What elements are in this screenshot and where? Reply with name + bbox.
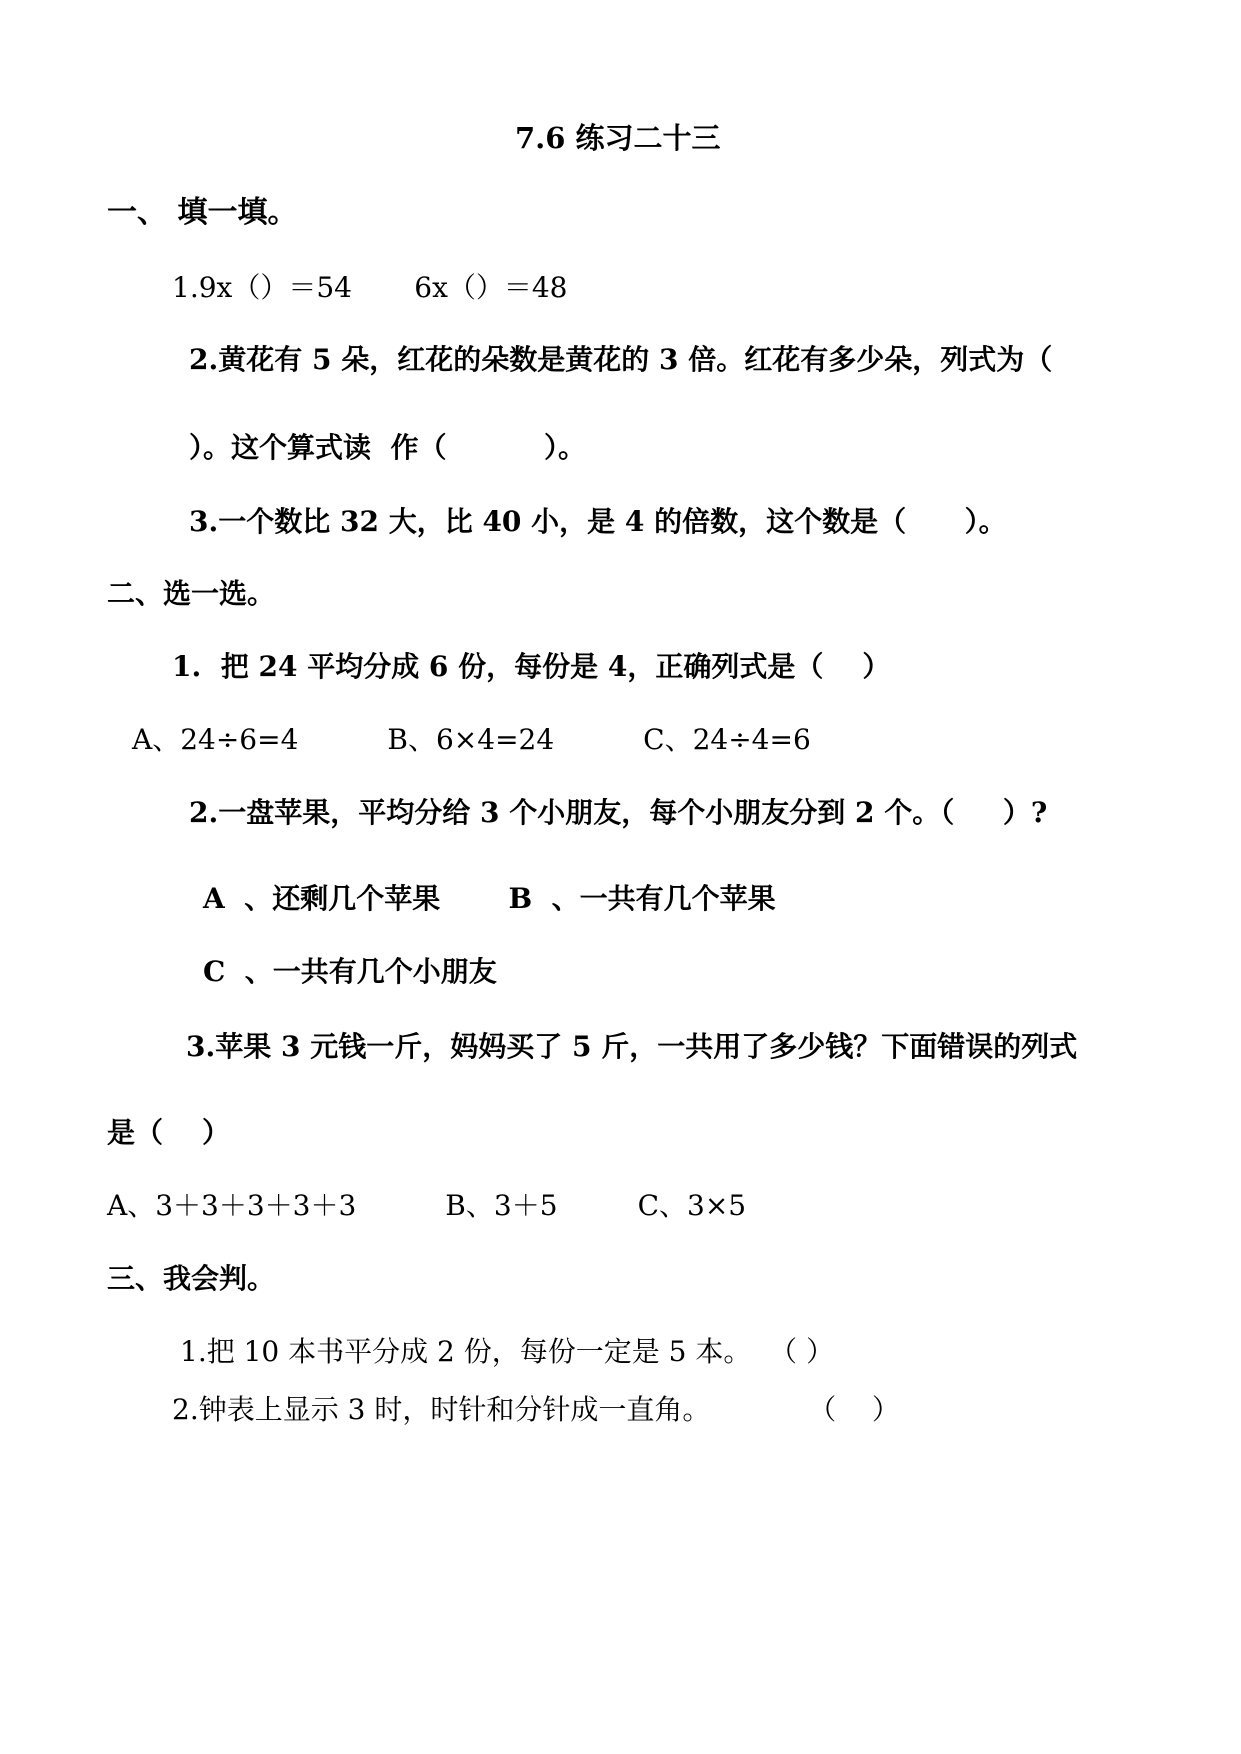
section-3-question-1: 1.把 10 本书平分成 2 份，每份一定是 5 本。 （ ） xyxy=(180,1335,835,1368)
section-1-heading: 一、 填一填。 xyxy=(107,195,298,230)
section-2-question-1-options: A、24÷6=4 B、6×4=24 C、24÷4=6 xyxy=(132,723,811,756)
section-3-question-2: 2.钟表上显示 3 时，时针和分针成一直角。 （ ） xyxy=(172,1393,900,1426)
section-1-question-1: 1.9x（）＝54 6x（）＝48 xyxy=(172,271,568,304)
section-2-heading: 二、选一选。 xyxy=(107,577,276,610)
section-2-question-2: 2.一盘苹果，平均分给 3 个小朋友，每个小朋友分到 2 个。（ ）? xyxy=(189,796,1048,829)
section-2-question-2-options-line-1: A 、还剩几个苹果 B 、一共有几个苹果 xyxy=(203,882,776,915)
section-3-heading: 三、我会判。 xyxy=(107,1262,276,1295)
section-2-question-2-options-line-2: C 、一共有几个小朋友 xyxy=(203,955,497,988)
section-1-question-2-line-1: 2.黄花有 5 朵，红花的朵数是黄花的 3 倍。红花有多少朵，列式为（ xyxy=(189,343,1053,376)
section-2-question-3-options: A、3＋3＋3＋3＋3 B、3＋5 C、3×5 xyxy=(107,1189,747,1222)
section-2-question-1: 1. 把 24 平均分成 6 份，每份是 4，正确列式是（ ） xyxy=(172,650,891,683)
section-1-question-2-line-2: ）。这个算式读 作（ ）。 xyxy=(189,431,586,464)
section-1-question-3: 3.一个数比 32 大，比 40 小，是 4 的倍数，这个数是（ ）。 xyxy=(189,505,1007,538)
page-title: 7.6 练习二十三 xyxy=(515,121,721,155)
section-2-question-3-line-1: 3.苹果 3 元钱一斤，妈妈买了 5 斤，一共用了多少钱？下面错误的列式 xyxy=(186,1030,1078,1063)
section-2-question-3-line-2: 是（ ） xyxy=(107,1116,230,1149)
